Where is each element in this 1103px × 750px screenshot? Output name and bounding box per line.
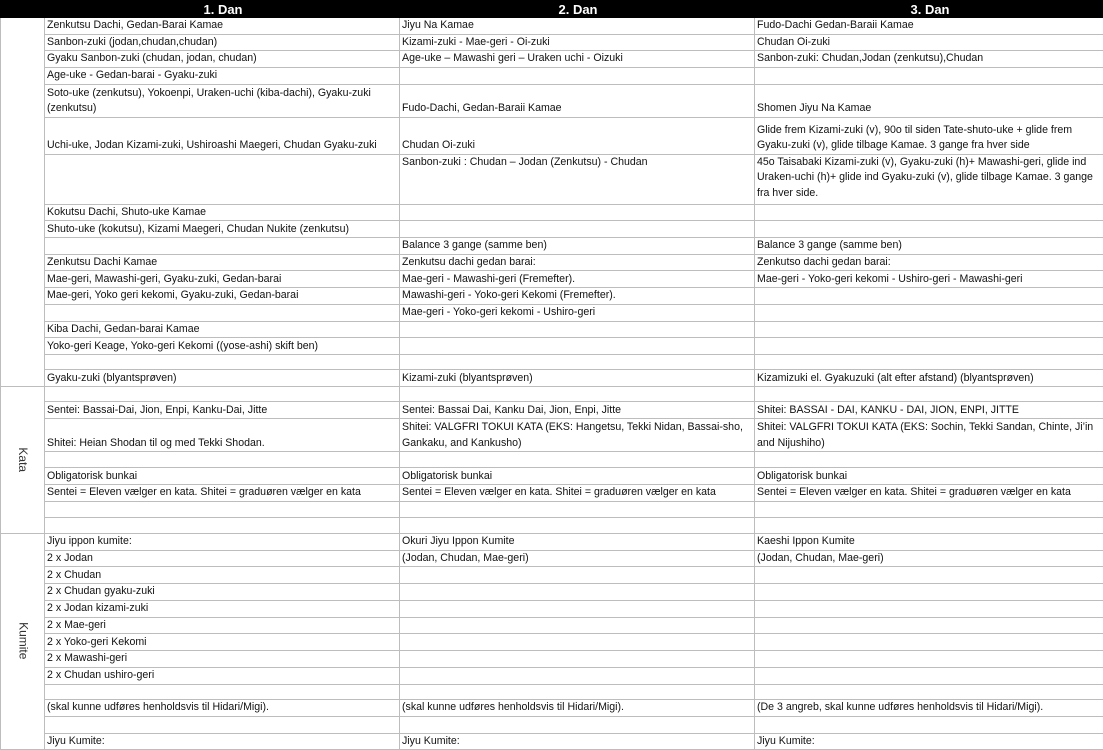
cell-dan-1: Gyaku-zuki (blyantsprøven)	[45, 370, 400, 387]
table-row	[1, 67, 1103, 84]
cell-dan-3: Chudan Oi-zuki	[755, 34, 1103, 51]
table-row	[1, 667, 1103, 684]
cell-dan-1: 2 x Jodan kizami-zuki	[45, 600, 400, 617]
cell-dan-3: Shitei: VALGFRI TOKUI KATA (EKS: Sochin, Tekki Sandan, Chinte, Ji’in and Nijushiho)	[755, 419, 1103, 452]
cell-dan-2: Jiyu Kumite:	[400, 733, 755, 750]
cell-dan-1: 2 x Mawashi-geri	[45, 651, 400, 668]
table-row	[1, 321, 1103, 338]
table-row	[1, 402, 1103, 419]
cell-dan-3	[755, 684, 1103, 699]
table-row	[1, 288, 1103, 305]
cell-dan-1: Shitei: Heian Shodan til og med Tekki Shodan.	[45, 419, 400, 452]
cell-dan-3	[755, 338, 1103, 355]
cell-dan-2	[400, 684, 755, 699]
cell-dan-3	[755, 387, 1103, 402]
cell-dan-1: Age-uke - Gedan-barai - Gyaku-zuki	[45, 67, 400, 84]
cell-dan-3: Mae-geri - Yoko-geri kekomi - Ushiro-geri - Mawashi-geri	[755, 271, 1103, 288]
table-row	[1, 84, 1103, 117]
cell-dan-3	[755, 617, 1103, 634]
cell-dan-2: Obligatorisk bunkai	[400, 468, 755, 485]
cell-dan-1: Mae-geri, Yoko geri kekomi, Gyaku-zuki, Gedan-barai	[45, 288, 400, 305]
cell-dan-3: Sanbon-zuki: Chudan,Jodan (zenkutsu),Chudan	[755, 51, 1103, 68]
cell-dan-2	[400, 501, 755, 517]
cell-dan-1: Obligatorisk bunkai	[45, 468, 400, 485]
cell-dan-2: (Jodan, Chudan, Mae-geri)	[400, 550, 755, 567]
table-row	[1, 370, 1103, 387]
table-row	[1, 238, 1103, 255]
header-2-dan: 2. Dan	[400, 1, 755, 18]
cell-dan-3: Zenkutso dachi gedan barai:	[755, 254, 1103, 271]
cell-dan-2	[400, 387, 755, 402]
cell-dan-1: 2 x Chudan	[45, 567, 400, 584]
side-cell-technique	[1, 18, 45, 387]
table-row	[1, 452, 1103, 468]
table-row	[1, 18, 1103, 35]
cell-dan-3: (De 3 angreb, skal kunne udføres henholdsvis til Hidari/Migi).	[755, 699, 1103, 716]
cell-dan-2: Mawashi-geri - Yoko-geri Kekomi (Fremefter).	[400, 288, 755, 305]
cell-dan-3	[755, 452, 1103, 468]
cell-dan-2: Sentei: Bassai Dai, Kanku Dai, Jion, Enpi, Jitte	[400, 402, 755, 419]
cell-dan-2: Balance 3 gange (samme ben)	[400, 238, 755, 255]
cell-dan-3	[755, 651, 1103, 668]
cell-dan-1	[45, 304, 400, 321]
table-row	[1, 634, 1103, 651]
cell-dan-3	[755, 600, 1103, 617]
table-row	[1, 716, 1103, 733]
cell-dan-3	[755, 567, 1103, 584]
table-row	[1, 254, 1103, 271]
table-row	[1, 154, 1103, 204]
table-row	[1, 355, 1103, 370]
table-row	[1, 387, 1103, 402]
table-row	[1, 117, 1103, 154]
cell-dan-2: Mae-geri - Yoko-geri kekomi - Ushiro-geri	[400, 304, 755, 321]
cell-dan-2	[400, 338, 755, 355]
side-cell-kumite	[1, 533, 45, 750]
cell-dan-3	[755, 667, 1103, 684]
cell-dan-2: Mae-geri - Mawashi-geri (Fremefter).	[400, 271, 755, 288]
cell-dan-1: Gyaku Sanbon-zuki (chudan, jodan, chudan)	[45, 51, 400, 68]
cell-dan-3: Balance 3 gange (samme ben)	[755, 238, 1103, 255]
cell-dan-1: 2 x Jodan	[45, 550, 400, 567]
cell-dan-2	[400, 355, 755, 370]
cell-dan-1: Sentei: Bassai-Dai, Jion, Enpi, Kanku-Dai, Jitte	[45, 402, 400, 419]
cell-dan-1: (skal kunne udføres henholdsvis til Hidari/Migi).	[45, 699, 400, 716]
cell-dan-1: 2 x Mae-geri	[45, 617, 400, 634]
table-row	[1, 684, 1103, 699]
cell-dan-3: Kaeshi Ippon Kumite	[755, 533, 1103, 550]
cell-dan-3: Shomen Jiyu Na Kamae	[755, 84, 1103, 117]
cell-dan-3	[755, 634, 1103, 651]
cell-dan-3: Obligatorisk bunkai	[755, 468, 1103, 485]
cell-dan-2: Shitei: VALGFRI TOKUI KATA (EKS: Hangetsu, Tekki Nidan, Bassai-sho, Gankaku, and Kankusho)	[400, 419, 755, 452]
cell-dan-1	[45, 716, 400, 733]
cell-dan-1: Uchi-uke, Jodan Kizami-zuki, Ushiroashi Maegeri, Chudan Gyaku-zuki	[45, 117, 400, 154]
table-row	[1, 34, 1103, 51]
cell-dan-3	[755, 204, 1103, 221]
cell-dan-2	[400, 567, 755, 584]
cell-dan-2: Jiyu Na Kamae	[400, 18, 755, 35]
table-row	[1, 304, 1103, 321]
cell-dan-3	[755, 221, 1103, 238]
table-row	[1, 699, 1103, 716]
header-corner	[1, 1, 45, 18]
cell-dan-1: Yoko-geri Keage, Yoko-geri Kekomi ((yose-ashi) skift ben)	[45, 338, 400, 355]
table-row	[1, 733, 1103, 750]
table-row	[1, 468, 1103, 485]
cell-dan-1	[45, 154, 400, 204]
cell-dan-1	[45, 501, 400, 517]
cell-dan-1: Mae-geri, Mawashi-geri, Gyaku-zuki, Gedan-barai	[45, 271, 400, 288]
cell-dan-1: Zenkutsu Dachi, Gedan-Barai Kamae	[45, 18, 400, 35]
cell-dan-3	[755, 321, 1103, 338]
cell-dan-3	[755, 304, 1103, 321]
cell-dan-2: Age-uke – Mawashi geri – Uraken uchi - Oizuki	[400, 51, 755, 68]
table-row	[1, 204, 1103, 221]
table-row	[1, 271, 1103, 288]
header-row	[1, 1, 1103, 18]
table-row	[1, 338, 1103, 355]
cell-dan-1: Kokutsu Dachi, Shuto-uke Kamae	[45, 204, 400, 221]
table-row	[1, 550, 1103, 567]
table-row	[1, 517, 1103, 533]
table-row	[1, 51, 1103, 68]
cell-dan-1: Jiyu ippon kumite:	[45, 533, 400, 550]
cell-dan-3	[755, 517, 1103, 533]
cell-dan-1: 2 x Chudan ushiro-geri	[45, 667, 400, 684]
cell-dan-3: Glide frem Kizami-zuki (v), 90o til siden Tate-shuto-uke + glide frem Gyaku-zuki (v), glide tilbage Kamae. 3 gange fra hver side	[755, 117, 1103, 154]
kata-section-label: Kata	[16, 446, 31, 472]
cell-dan-1	[45, 238, 400, 255]
table-row	[1, 617, 1103, 634]
cell-dan-3: Jiyu Kumite:	[755, 733, 1103, 750]
cell-dan-3: Kizamizuki el. Gyakuzuki (alt efter afstand) (blyantsprøven)	[755, 370, 1103, 387]
cell-dan-3: (Jodan, Chudan, Mae-geri)	[755, 550, 1103, 567]
cell-dan-3: Sentei = Eleven vælger en kata. Shitei = graduøren vælger en kata	[755, 485, 1103, 502]
cell-dan-1: Sentei = Eleven vælger en kata. Shitei = graduøren vælger en kata	[45, 485, 400, 502]
cell-dan-1: Kiba Dachi, Gedan-barai Kamae	[45, 321, 400, 338]
cell-dan-1	[45, 387, 400, 402]
cell-dan-2	[400, 517, 755, 533]
cell-dan-3	[755, 67, 1103, 84]
side-cell-kata	[1, 387, 45, 534]
cell-dan-1: 2 x Chudan gyaku-zuki	[45, 584, 400, 601]
cell-dan-2	[400, 221, 755, 238]
kumite-section-label: Kumite	[16, 622, 31, 660]
table-row	[1, 651, 1103, 668]
cell-dan-2: Kizami-zuki - Mae-geri - Oi-zuki	[400, 34, 755, 51]
cell-dan-2	[400, 716, 755, 733]
table-row	[1, 567, 1103, 584]
cell-dan-3	[755, 501, 1103, 517]
cell-dan-2	[400, 204, 755, 221]
cell-dan-3	[755, 584, 1103, 601]
cell-dan-2	[400, 600, 755, 617]
cell-dan-2	[400, 452, 755, 468]
cell-dan-1: Soto-uke (zenkutsu), Yokoenpi, Uraken-uchi (kiba-dachi), Gyaku-zuki (zenkutsu)	[45, 84, 400, 117]
cell-dan-3	[755, 716, 1103, 733]
table-row	[1, 419, 1103, 452]
table-row	[1, 221, 1103, 238]
cell-dan-2	[400, 634, 755, 651]
cell-dan-2: Sanbon-zuki : Chudan – Jodan (Zenkutsu) - Chudan	[400, 154, 755, 204]
cell-dan-3: 45o Taisabaki Kizami-zuki (v), Gyaku-zuki (h)+ Mawashi-geri, glide ind Uraken-uchi (h)+ glide ind Gyaku-zuki (v), glide tilbage Kamae. 3 gange fra hver side.	[755, 154, 1103, 204]
cell-dan-2: Okuri Jiyu Ippon Kumite	[400, 533, 755, 550]
cell-dan-1: Sanbon-zuki (jodan,chudan,chudan)	[45, 34, 400, 51]
cell-dan-3	[755, 355, 1103, 370]
cell-dan-2: Chudan Oi-zuki	[400, 117, 755, 154]
header-3-dan: 3. Dan	[755, 1, 1103, 18]
cell-dan-1: Jiyu Kumite:	[45, 733, 400, 750]
cell-dan-2	[400, 617, 755, 634]
cell-dan-2: Fudo-Dachi, Gedan-Baraii Kamae	[400, 84, 755, 117]
cell-dan-2	[400, 667, 755, 684]
cell-dan-1: Zenkutsu Dachi Kamae	[45, 254, 400, 271]
cell-dan-2: Kizami-zuki (blyantsprøven)	[400, 370, 755, 387]
cell-dan-3: Shitei: BASSAI - DAI, KANKU - DAI, JION, ENPI, JITTE	[755, 402, 1103, 419]
table-row	[1, 485, 1103, 502]
cell-dan-2	[400, 67, 755, 84]
cell-dan-2	[400, 584, 755, 601]
table-row	[1, 533, 1103, 550]
cell-dan-1: 2 x Yoko-geri Kekomi	[45, 634, 400, 651]
cell-dan-2: Sentei = Eleven vælger en kata. Shitei = graduøren vælger en kata	[400, 485, 755, 502]
cell-dan-2: (skal kunne udføres henholdsvis til Hidari/Migi).	[400, 699, 755, 716]
table-row	[1, 584, 1103, 601]
cell-dan-1	[45, 452, 400, 468]
cell-dan-3	[755, 288, 1103, 305]
table-row	[1, 600, 1103, 617]
cell-dan-1	[45, 684, 400, 699]
cell-dan-2	[400, 321, 755, 338]
header-1-dan: 1. Dan	[45, 1, 400, 18]
cell-dan-2	[400, 651, 755, 668]
cell-dan-1	[45, 355, 400, 370]
cell-dan-1: Shuto-uke (kokutsu), Kizami Maegeri, Chudan Nukite (zenkutsu)	[45, 221, 400, 238]
table-row	[1, 501, 1103, 517]
cell-dan-2: Zenkutsu dachi gedan barai:	[400, 254, 755, 271]
cell-dan-3: Fudo-Dachi Gedan-Baraii Kamae	[755, 18, 1103, 35]
cell-dan-1	[45, 517, 400, 533]
